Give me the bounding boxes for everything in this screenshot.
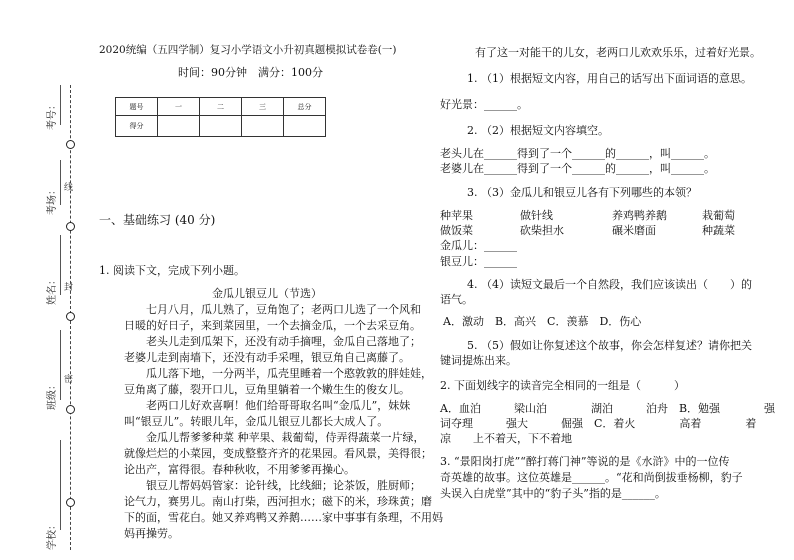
score-input-cell[interactable] (242, 116, 284, 137)
question-3-line: 3. “景阳岗打虎”“醉打蒋门神”等说的是《水浒》中的一位传 (440, 455, 730, 468)
question-2-options-line[interactable]: 词夺理 强大 倔强 C．着火 高着 着 (440, 417, 757, 430)
skill-item: 种蔬菜 (702, 224, 735, 237)
yindou-answer[interactable]: 银豆儿：______ (440, 255, 517, 268)
jingua-answer[interactable]: 金瓜儿：______ (440, 239, 517, 252)
passage-line: 七月八月，瓜儿熟了，豆角饱了；老两口儿选了一个风和 (146, 303, 421, 316)
subquestion-4: 4. （4）读短文最后一个自然段，我们应该读出（ ）的 (467, 278, 752, 291)
passage-line: 瓜儿落下地，一分两半，瓜壳里睡着一个憨敦敦的胖娃娃， (146, 367, 432, 380)
school-line (60, 440, 61, 530)
skill-item: 养鸡鸭养鹅 (612, 209, 667, 222)
school-label: 学校： (47, 520, 58, 550)
subquestion-2: 2. （2）根据短文内容填空。 (467, 124, 609, 137)
score-input-cell[interactable] (158, 116, 200, 137)
skill-item: 栽葡萄 (702, 209, 735, 222)
score-header-cell: 一 (158, 98, 200, 116)
subquestion-4-cont: 语气。 (440, 293, 473, 306)
score-input-cell[interactable] (200, 116, 242, 137)
passage-line: 老婆儿走到南墙下，还没有动手采哩，银豆角自己离藤了。 (124, 351, 410, 364)
passage-line: 金瓜儿帮爹爹种菜 种苹果、栽葡萄，侍弄得蔬菜一片绿， (146, 431, 425, 444)
skill-item: 砍柴担水 (520, 224, 564, 237)
subquestion-1: 1. （1）根据短文内容，用自己的话写出下面词语的意思。 (467, 72, 752, 85)
seal-mark-feng: 封 (64, 283, 74, 293)
subquestion-2-line-1[interactable]: 老头儿在______得到了一个______的______，叫______。 (440, 147, 715, 160)
question-1-prompt: 1. 阅读下文，完成下列小题。 (99, 264, 245, 277)
binding-hole (66, 312, 75, 321)
score-input-cell[interactable] (284, 116, 326, 137)
exam-room-line (60, 160, 61, 205)
passage-line: 叫“银豆儿”。转眼儿年，金瓜儿银豆儿都长大成人了。 (124, 415, 389, 428)
score-header-cell: 二 (200, 98, 242, 116)
name-label: 姓名： (47, 275, 58, 305)
subquestion-5-cont: 键词提炼出来。 (440, 354, 517, 367)
name-line (60, 235, 61, 295)
score-table (115, 97, 326, 137)
question-3-line[interactable]: 奇英雄的故事。这位英雄是______。“花和尚倒拔垂杨柳，豹子 (440, 471, 743, 484)
binding-hole (66, 222, 75, 231)
passage-line: 豆角离了藤，裂开口儿，豆角里躺着一个嫩生生的俊女儿。 (124, 383, 410, 396)
score-header-cell: 总分 (284, 98, 326, 116)
question-2-options-line[interactable]: 凉 上不着天，下不着地 (440, 432, 572, 445)
exam-number-label: 考号： (47, 100, 58, 130)
passage-line: 论气力，赛男儿。南山打柴，西河担水；磁下的米，珍珠黄；磨 (124, 495, 432, 508)
score-header-cell: 三 (242, 98, 284, 116)
score-table-score-row (116, 116, 326, 137)
passage-line: 银豆儿帮妈妈管家：论针线，比线細；论茶饭，胜厨师； (146, 479, 421, 492)
binding-hole (66, 405, 75, 414)
passage-line: 就像烂烂的小菜园，变成整整齐齐的花果园。看风景，美得很； (124, 447, 432, 460)
class-label: 班级： (47, 380, 58, 410)
passage-line: 老两口儿好欢喜啊！他们给哥哥取名叫“金瓜儿”，妹妹 (146, 399, 411, 412)
passage-line: 论出产，富得很。春种秋收，不用爹爹再操心。 (124, 463, 355, 476)
skill-item: 做饭菜 (440, 224, 473, 237)
question-2-options-line[interactable]: A．血泊 梁山泊 湖泊 泊舟 B．勉强 强 (440, 402, 776, 415)
skill-item: 碾米磨面 (612, 224, 656, 237)
skill-item: 做针线 (520, 209, 553, 222)
exam-title: 2020统编（五四学制）复习小学语文小升初真题模拟试卷卷(一) (99, 44, 397, 56)
subquestion-5: 5. （5）假如让你复述这个故事，你会怎样复述？请你把关 (467, 339, 752, 352)
seal-mark-xian: 线 (64, 183, 74, 193)
question-3-line[interactable]: 头误入白虎堂”其中的“豹子头”指的是______。 (440, 487, 666, 500)
binding-hole (66, 140, 75, 149)
score-header-cell: 题号 (116, 98, 158, 116)
binding-hole (66, 498, 75, 507)
score-row-label: 得分 (116, 116, 158, 137)
subquestion-3: 3. （3）金瓜儿和银豆儿各有下列哪些的本领？ (467, 186, 697, 199)
passage-closing-line: 有了这一对能干的儿女，老两口儿欢欢乐乐，过着好光景。 (475, 46, 761, 59)
exam-room-label: 考场： (47, 185, 58, 215)
passage-title: 金瓜儿银豆儿（节选） (212, 287, 322, 300)
passage-line: 妈再操劳。 (124, 527, 179, 540)
subquestion-2-line-2[interactable]: 老婆儿在______得到了一个______的______，叫______。 (440, 162, 715, 175)
subquestion-1-answer[interactable]: 好光景：______。 (440, 98, 528, 111)
passage-line: 日暖的好日子，来到菜园里，一个去摘金瓜，一个去采豆角。 (124, 319, 421, 332)
exam-number-line (60, 85, 61, 125)
exam-meta: 时间：90分钟 满分：100分 (178, 66, 323, 79)
section-heading: 一、基础练习 (40 分) (99, 213, 216, 227)
skill-item: 种苹果 (440, 209, 473, 222)
subquestion-4-options[interactable]: A．激动 B．高兴 C．羡慕 D．伤心 (443, 315, 642, 328)
passage-line: 老头儿走到瓜架下，还没有动手摘哩，金瓜自己落地了； (146, 335, 421, 348)
seal-mark-mi: 密 (64, 375, 74, 385)
class-line (60, 330, 61, 400)
question-2-prompt: 2. 下面划线字的读音完全相同的一组是（ ） (440, 379, 685, 392)
passage-line: 下的面，雪花白。她又养鸡鸭又养鹅……家中事事有条理，不用妈 (124, 511, 443, 524)
score-table-header-row (116, 98, 326, 116)
